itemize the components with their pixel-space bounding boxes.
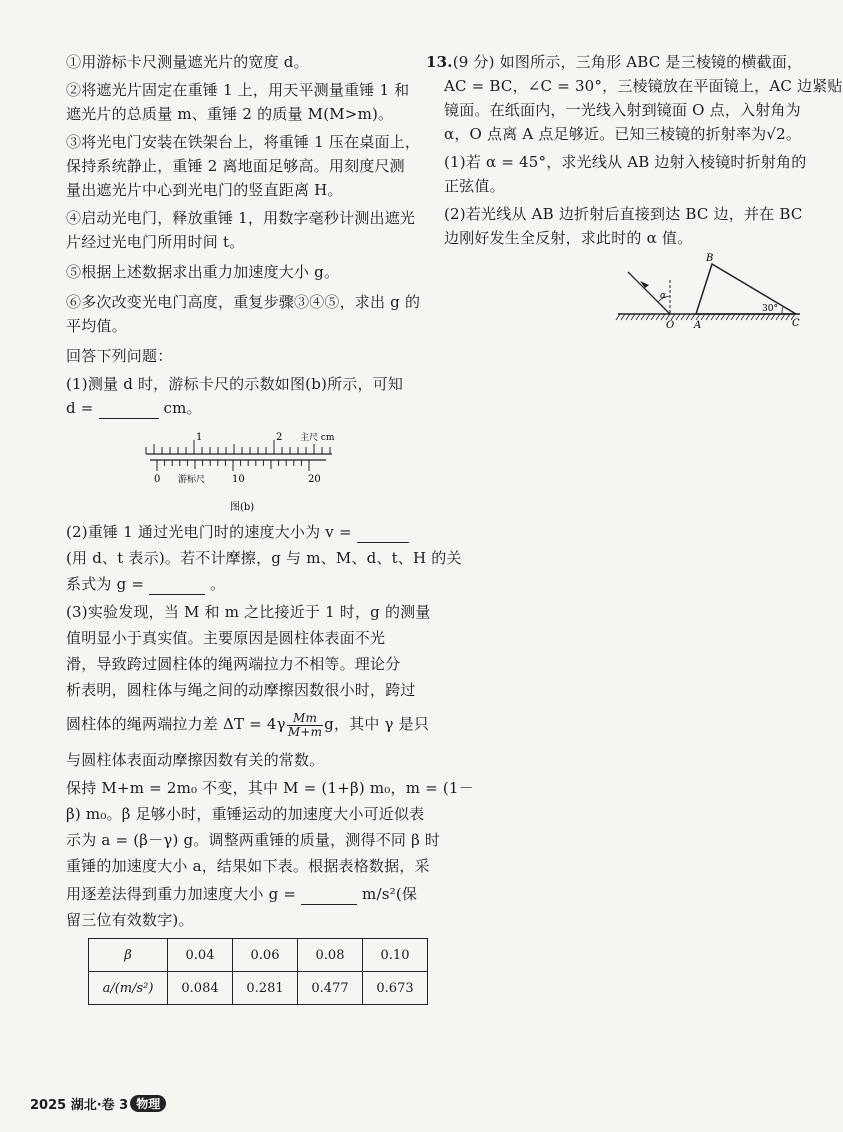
mirror-hatch-line [746, 314, 750, 320]
table-cell: 0.08 [298, 939, 363, 972]
table-cell: 0.06 [233, 939, 298, 972]
prism-figure [612, 250, 800, 340]
q13-number: 13. [426, 53, 453, 71]
q3-line-5 [66, 710, 429, 739]
q1-line-2 [66, 398, 202, 419]
q3-line-8: β) m₀。β 足够小时，重锤运动的加速度大小可近似表 [66, 805, 425, 823]
figure-b-caption: 图(b) [230, 502, 255, 513]
step-6-line-2: 平均值。 [66, 317, 127, 335]
q13-line-1-text: (9 分) 如图所示，三角形 ABC 是三棱镜的横截面， [452, 53, 803, 71]
q2-g-blank[interactable] [149, 574, 205, 595]
label-alpha: α [660, 291, 667, 301]
q3-line-7: 保持 M+m = 2m₀ 不变，其中 M = (1+β) m₀，m = (1－ [66, 779, 474, 797]
q3-g-label: 用逐差法得到重力加速度大小 g = [66, 885, 297, 903]
table-row-beta [89, 939, 428, 972]
mirror-hatch-line [646, 314, 650, 320]
footer-exam-label: 2025 湖北·卷 3 [30, 1098, 129, 1113]
step-5: ⑤根据上述数据求出重力加速度大小 g。 [66, 263, 340, 281]
mirror-hatch-line [676, 314, 680, 320]
q3-g-blank[interactable] [301, 884, 357, 905]
step-1: ①用游标卡尺测量遮光片的宽度 d。 [66, 53, 309, 71]
q1-unit: cm。 [163, 399, 202, 417]
table-head-a: a/(m/s²) [89, 972, 168, 1005]
prism-triangle [696, 264, 796, 314]
mirror-hatching [616, 314, 795, 320]
q13-line-3: 镜面。在纸面内，一光线入射到镜面 O 点，入射角为 [444, 101, 801, 119]
q13-line-8: 边刚好发生全反射，求此时的 α 值。 [444, 229, 693, 247]
q2-period: 。 [210, 575, 226, 593]
vernier-scale-label: 游标尺 [178, 475, 206, 485]
table-cell: 0.084 [168, 972, 233, 1005]
q3-line-3: 滑，导致跨过圆柱体的绳两端拉力不相等。理论分 [66, 655, 401, 673]
mirror-hatch-line [626, 314, 630, 320]
q3-unit: m/s²(保 [362, 885, 418, 903]
mirror-hatch-line [761, 314, 765, 320]
q2-velocity-blank[interactable] [357, 522, 409, 543]
q1-answer-blank[interactable] [99, 398, 159, 419]
q3-line-9: 示为 a = (β－γ) g。调整两重锤的质量，测得不同 β 时 [66, 831, 441, 849]
q3-line-12: 留三位有效数字)。 [66, 911, 194, 929]
label-B: B [706, 253, 714, 264]
table-cell: 0.281 [233, 972, 298, 1005]
mirror-hatch-line [631, 314, 635, 320]
table-cell: 0.10 [363, 939, 428, 972]
mirror-hatch-line [711, 314, 715, 320]
mirror-hatch-line [741, 314, 745, 320]
q3-line-10: 重锤的加速度大小 a，结果如下表。根据表格数据，采 [66, 857, 430, 875]
step-4-line-1: ④启动光电门，释放重锤 1，用数字毫秒计测出遮光 [66, 209, 416, 227]
vernier-label-0: 0 [154, 474, 161, 485]
step-6-line-1: ⑥多次改变光电门高度，重复步骤③④⑤，求出 g 的 [66, 293, 421, 311]
q13-line-5: (1)若 α = 45°，求光线从 AB 边射入棱镜时折射角的 [444, 153, 807, 171]
mirror-hatch-line [656, 314, 660, 320]
q3-frac-denominator: M+m [287, 724, 323, 739]
main-label-1: 1 [196, 432, 203, 443]
main-scale-unit-label: 主尺 cm [300, 433, 335, 443]
q2-g-label: 系式为 g = [66, 575, 145, 593]
mirror-hatch-line [661, 314, 665, 320]
label-A: A [694, 320, 702, 331]
mirror-hatch-line [706, 314, 710, 320]
label-C: C [792, 318, 800, 329]
step-2-line-2: 遮光片的总质量 m、重锤 2 的质量 M(M>m)。 [66, 105, 394, 123]
mirror-hatch-line [721, 314, 725, 320]
q3-line-2: 值明显小于真实值。主要原因是圆柱体表面不光 [66, 629, 386, 647]
q13-line-1 [426, 52, 802, 72]
mirror-hatch-line [651, 314, 655, 320]
mirror-hatch-line [621, 314, 625, 320]
q3-delta-t-tail: g，其中 γ 是只 [324, 715, 430, 733]
q3-frac-numerator: Mm [287, 712, 323, 726]
q3-line-4: 析表明，圆柱体与绳之间的动摩擦因数很小时，跨过 [66, 681, 416, 699]
angle-c-arc [782, 307, 783, 314]
mirror-hatch-line [751, 314, 755, 320]
mirror-hatch-line [641, 314, 645, 320]
table-head-beta: β [89, 939, 168, 972]
mirror-hatch-line [636, 314, 640, 320]
mirror-hatch-line [701, 314, 705, 320]
label-O: O [666, 320, 675, 331]
q3-line-11 [66, 884, 417, 905]
vernier-scale-ticks [157, 460, 309, 471]
mirror-hatch-line [776, 314, 780, 320]
q3-delta-t: 圆柱体的绳两端拉力差 ΔT = 4γ [66, 715, 286, 733]
table-cell: 0.477 [298, 972, 363, 1005]
mirror-hatch-line [681, 314, 685, 320]
label-30-degrees: 30° [762, 304, 778, 314]
data-table [88, 938, 428, 1005]
table-row-a [89, 972, 428, 1005]
step-3-line-2: 保持系统静止，重锤 2 离地面足够高。用刻度尺测 [66, 157, 405, 175]
mirror-hatch-line [781, 314, 785, 320]
mirror-hatch-line [686, 314, 690, 320]
q2-line-1 [66, 522, 409, 543]
footer-subject-badge: 物理 [130, 1095, 166, 1112]
q3-line-6: 与圆柱体表面动摩擦因数有关的常数。 [66, 751, 325, 769]
mirror-hatch-line [771, 314, 775, 320]
step-3-line-3: 量出遮光片中心到光电门的竖直距离 H。 [66, 181, 343, 199]
q1-d-label: d = [66, 399, 94, 417]
mirror-hatch-line [726, 314, 730, 320]
step-3-line-1: ③将光电门安装在铁架台上，将重锤 1 压在桌面上， [66, 133, 421, 151]
mirror-hatch-line [731, 314, 735, 320]
page-footer [30, 1094, 166, 1113]
mirror-hatch-line [766, 314, 770, 320]
q13-line-7: (2)若光线从 AB 边折射后直接到达 BC 边，并在 BC [444, 205, 803, 223]
mirror-hatch-line [736, 314, 740, 320]
main-label-2: 2 [276, 432, 283, 443]
q13-line-2: AC = BC，∠C = 30°，三棱镜放在平面镜上，AC 边紧贴 [444, 77, 843, 95]
mirror-hatch-line [756, 314, 760, 320]
caliper-figure [140, 426, 370, 516]
mirror-hatch-line [786, 314, 790, 320]
mirror-hatch-line [616, 314, 620, 320]
table-cell: 0.04 [168, 939, 233, 972]
step-2-line-1: ②将遮光片固定在重锤 1 上，用天平测量重锤 1 和 [66, 81, 410, 99]
vernier-label-20: 20 [308, 474, 321, 485]
q2-line-3 [66, 574, 225, 595]
q3-fraction [287, 712, 323, 739]
q1-line-1: (1)测量 d 时，游标卡尺的示数如图(b)所示，可知 [66, 375, 404, 393]
table-cell: 0.673 [363, 972, 428, 1005]
vernier-label-10: 10 [232, 474, 245, 485]
q2-line-2: (用 d、t 表示)。若不计摩擦，g 与 m、M、d、t、H 的关 [66, 549, 462, 567]
q2-v-label: (2)重锤 1 通过光电门时的速度大小为 v = [66, 523, 352, 541]
answer-intro: 回答下列问题： [66, 347, 173, 365]
mirror-hatch-line [716, 314, 720, 320]
q3-line-1: (3)实验发现，当 M 和 m 之比接近于 1 时，g 的测量 [66, 603, 431, 621]
q13-line-6: 正弦值。 [444, 177, 505, 195]
step-4-line-2: 片经过光电门所用时间 t。 [66, 233, 245, 251]
q13-line-4: α，O 点离 A 点足够近。已知三棱镜的折射率为√2。 [444, 125, 802, 143]
